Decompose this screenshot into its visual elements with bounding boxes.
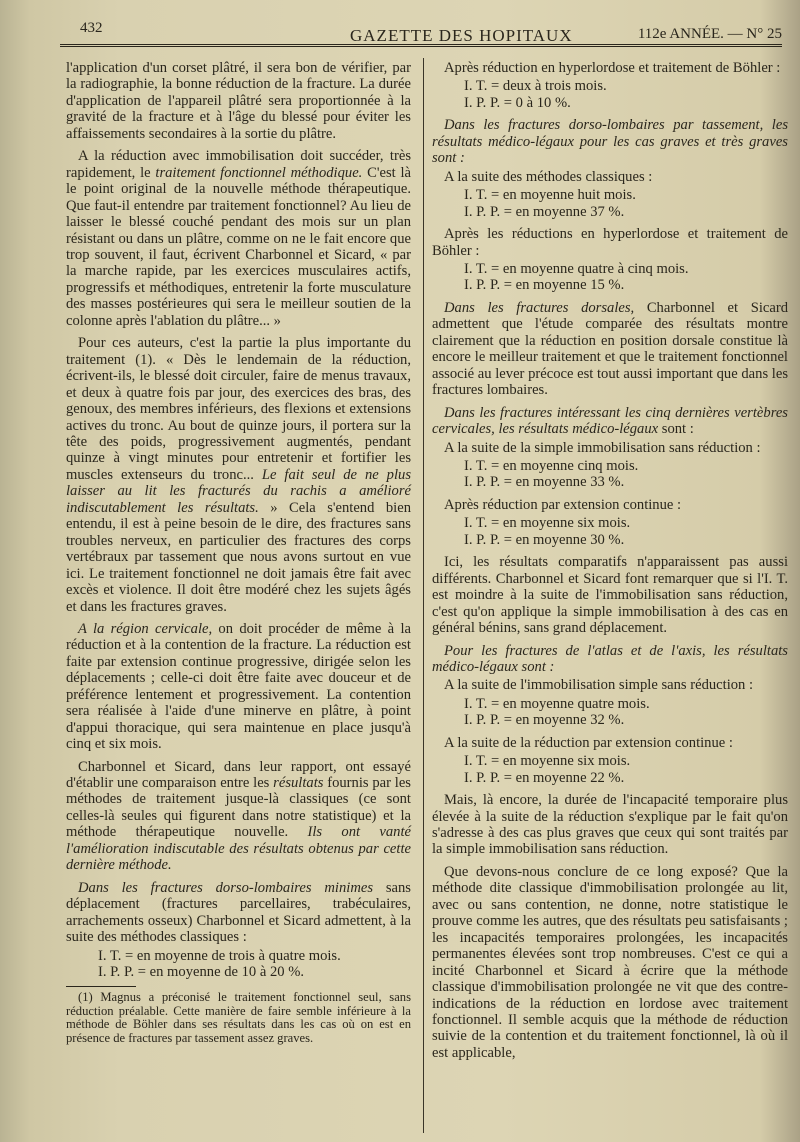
- right-paragraph-2: Dans les fractures dorso-lombaires par tassement, les résultats médico-légaux pour les cas graves et très graves sont :: [432, 117, 788, 167]
- right-stat-6-ipp: I. P. P. = en moyenne 32 %.: [464, 712, 625, 729]
- issue-info: 112e ANNÉE. — N° 25: [637, 26, 782, 42]
- right-stat-5-it: I. T. = en moyenne six mois.: [464, 515, 631, 532]
- right-paragraph-3: A la suite des méthodes classiques :: [444, 168, 653, 185]
- right-stat-4-it: I. T. = en moyenne cinq mois.: [464, 457, 639, 474]
- right-stat-6-it: I. T. = en moyenne quatre mois.: [464, 695, 650, 712]
- left-paragraph-5: Charbonnel et Sicard, dans leur rapport, ont essayé d'établir une comparaison entre les résultats fournis par les méthodes de traitement jusque-là classiques (ce sont celles-là seules qui figurent dans notre statistique) et la méthode thérapeutique nouvelle. Ils ont vanté l'amélioration indiscutable des résultats obtenus par cette dernière méthode.: [66, 758, 411, 874]
- left-column: [66, 60, 411, 1051]
- right-stat-2-it: I. T. = en moyenne huit mois.: [464, 187, 636, 204]
- right-stat-1-it: I. T. = deux à trois mois.: [464, 78, 607, 95]
- right-paragraph-6: Dans les fractures intéressant les cinq dernières vertèbres cervicales, les résultats médico-légaux sont :: [432, 404, 788, 438]
- footnote-rule: [66, 986, 136, 987]
- header-rule: [60, 44, 782, 49]
- right-stat-1-ipp: I. P. P. = 0 à 10 %.: [464, 94, 571, 111]
- left-stat-ipp: I. P. P. = en moyenne de 10 à 20 %.: [98, 964, 305, 981]
- left-paragraph-4: A la région cervicale, on doit procéder de même à la réduction et à la contention de la fracture. La réduction est faite par extension continue progressive, dirigée selon les déplacements ; celle-ci doit être faite avec douceur et de préférence lentement et progressivement. La contention sera réalisée à l'aide d'une minerve en plâtre, à point d'appui thoracique, qui sera maintenue en place jusqu'à cinq et six mois.: [66, 620, 411, 753]
- left-paragraph-6: Dans les fractures dorso-lombaires minimes sans déplacement (fractures parcellaires, trabéculaires, arrachements osseux) Charbonnel et Sicard admettent, à la suite des méthodes classiques :: [66, 879, 411, 946]
- right-stat-7-it: I. T. = en moyenne six mois.: [464, 753, 631, 770]
- left-paragraph-3: Pour ces auteurs, c'est la partie la plus importante du traitement (1). « Dès le lendemain de la réduction, écrivent-ils, le blessé doit circuler, faire de menus travaux, et deux à quatre fois par jour, des exercices des bras, des genoux, des membres inférieurs, des flexions et extensions actives du tronc. Au bout de quinze jours, il portera sur la tête des poids, progressivement augmentés, pendant quinze à vingt minutes pour entretenir et fortifier les muscles extenseurs du tronc... Le fait seul de ne plus laisser au lit les fracturés du rachis a amélioré indiscutablement les résultats. » Cela s'entend bien entendu, il est à peine besoin de le dire, des fractures sans troubles nerveux, en particulier des fractures des corps vertébraux par tassement que nous avons surtout en vue ici. Le traitement fonctionnel ne doit jamais être fait avec excès et violence. Il doit être modéré chez les sujets âgés et dans les fractures graves.: [66, 335, 412, 615]
- left-paragraph-2: A la réduction avec immobilisation doit succéder, très rapidement, le traitement fonctionnel méthodique. C'est là le point original de la nouvelle méthode thérapeutique. Que faut-il entendre par traitement fonctionnel? Au lieu de laisser le blessé couché pendant des mois sur un plan résistant ou dans un plâtre, comme on ne le fait encore que trop souvent, il faut, écrivent Charbonnel et Sicard, « par la marche rapide, par les exercices musculaires actifs, progressifs et méthodiques, entretenir la forte musculature des masses postérieures qui sera le meilleur soutien de la colonne après l'ablation du plâtre... »: [66, 148, 411, 329]
- right-stat-3-ipp: I. P. P. = en moyenne 15 %.: [464, 277, 625, 294]
- right-paragraph-8: Après réduction par extension continue :: [444, 496, 682, 513]
- page-number: 432: [80, 20, 103, 36]
- right-paragraph-9: Ici, les résultats comparatifs n'apparaissent pas aussi différents. Charbonnel et Sicard font remarquer que si l'I. T. est moindre à la suite de l'immobilisation sans réduction, c'est qu'on applique la simple immobilisation à des cas en général bénins, sans grand déplacement.: [432, 554, 788, 637]
- page-header: [60, 18, 782, 46]
- left-paragraph-1: l'application d'un corset plâtré, il sera bon de vérifier, par la radiographie, la bonne réduction de la fracture. La durée d'application de l'appareil plâtré sera proportionnée à la gravité de la fracture et à l'âge du blessé pour éviter les affaissements secondaires à la sortie du plâtre.: [66, 60, 411, 142]
- right-paragraph-1: Après réduction en hyperlordose et traitement de Böhler :: [444, 60, 781, 76]
- right-paragraph-5: Dans les fractures dorsales, Charbonnel et Sicard admettent que l'étude comparée des résultats montre clairement que la réduction en position dorsale constitue là encore le meilleur traitement et que le traitement fonctionnel associé au lever précoce est tout aussi important que dans les fractures lombaires.: [432, 299, 788, 399]
- right-paragraph-10: Pour les fractures de l'atlas et de l'axis, les résultats médico-légaux sont :: [432, 642, 788, 675]
- journal-title: GAZETTE DES HOPITAUX: [350, 26, 573, 45]
- right-column: [432, 60, 788, 1067]
- right-stat-2-ipp: I. P. P. = en moyenne 37 %.: [464, 203, 625, 220]
- right-stat-5-ipp: I. P. P. = en moyenne 30 %.: [464, 531, 625, 548]
- footnote: (1) Magnus a préconisé le traitement fonctionnel seul, sans réduction préalable. Cette manière de faire semble inférieure à la méthode de Böhler dans ses résultats dans les cas où on est en présence de fractures par tassement assez graves.: [66, 990, 411, 1045]
- right-paragraph-14: Que devons-nous conclure de ce long exposé? Que la méthode dite classique d'immobilisation prolongée au lit, avec ou sans contention, ne donne, notre statistique le prouve comme les autres, que des résultats peu satisfaisants ; les incapacités temporaires prolongées, les incapacités permanentes élevées sont trop nombreuses. C'est ce qui a incité Charbonnel et Sicard à écrire que la méthode classique d'immobilisation prolongée ne vit que des contre-indications de la réduction en lordose avec traitement fonctionnel. Il semble acquis que la méthode de réduction suivie de la contention et du traitement fonctionnel, là où il est applicable,: [432, 863, 788, 1061]
- right-stat-7-ipp: I. P. P. = en moyenne 22 %.: [464, 769, 625, 786]
- right-stat-4-ipp: I. P. P. = en moyenne 33 %.: [464, 474, 625, 491]
- right-paragraph-4: Après les réductions en hyperlordose et traitement de Böhler :: [432, 226, 788, 259]
- right-paragraph-12: A la suite de la réduction par extension continue :: [444, 734, 733, 751]
- right-paragraph-11: A la suite de l'immobilisation simple sans réduction :: [444, 677, 754, 694]
- right-stat-3-it: I. T. = en moyenne quatre à cinq mois.: [464, 260, 689, 277]
- left-stat-it: I. T. = en moyenne de trois à quatre mois.: [98, 947, 341, 964]
- right-paragraph-13: Mais, là encore, la durée de l'incapacité temporaire plus élevée à la suite de la réduction s'explique par le fait qu'on s'adresse à des cas plus graves que ceux qui sont traités par la simple immobilisation sans réduction.: [432, 792, 788, 858]
- right-paragraph-7: A la suite de la simple immobilisation sans réduction :: [444, 439, 761, 456]
- column-divider: [423, 58, 424, 1133]
